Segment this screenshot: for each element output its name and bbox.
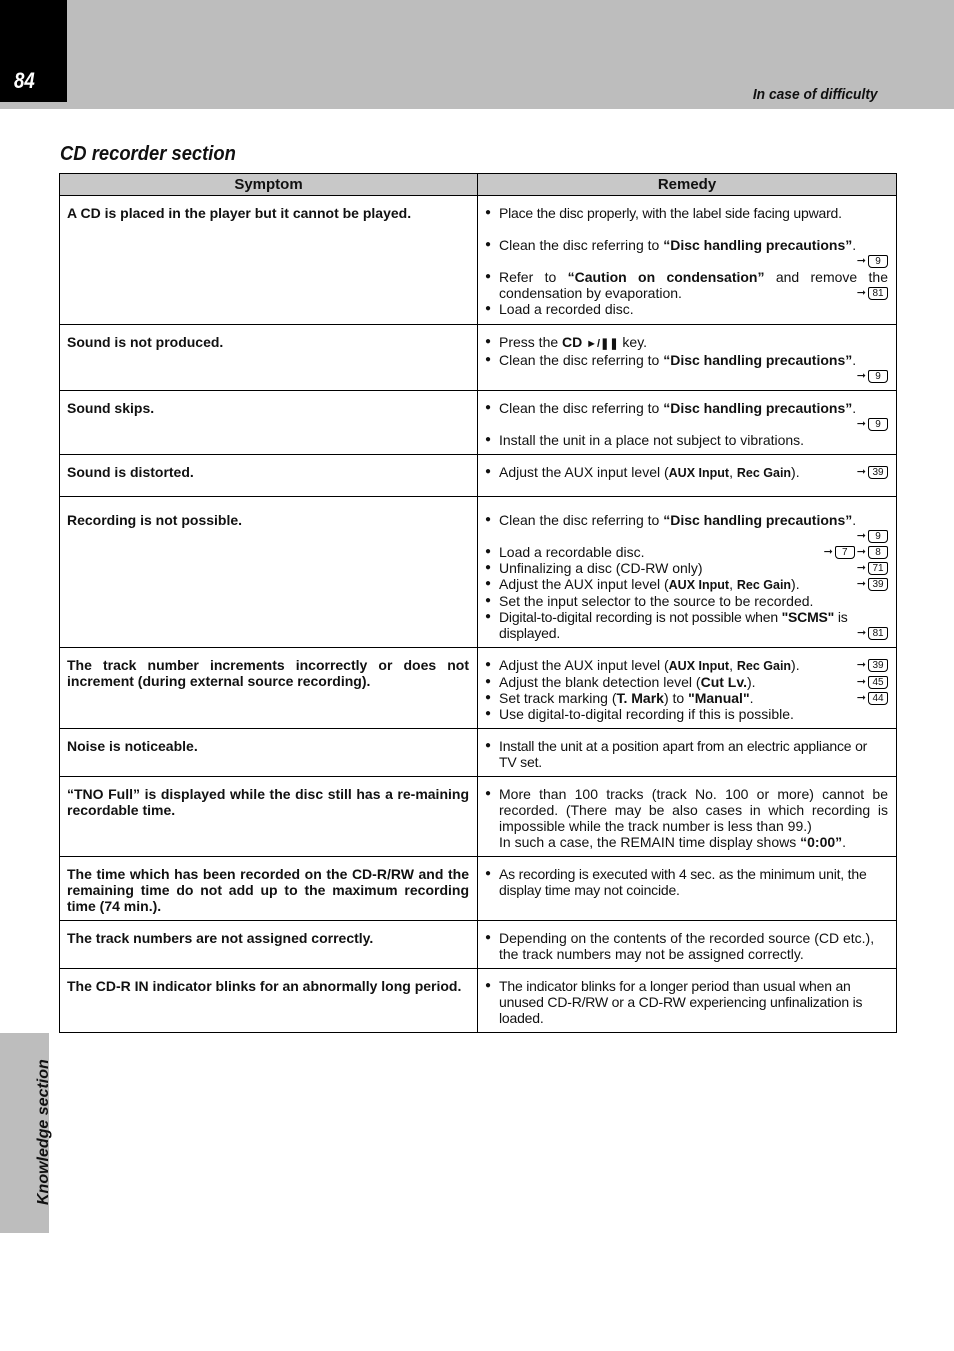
remedy-cell bbox=[478, 497, 897, 648]
remedy-cell bbox=[478, 777, 897, 857]
symptom-cell: The track number increments incorrectly or does not increment (during external source recording). bbox=[60, 648, 478, 729]
arrow-icon: ➞ bbox=[856, 546, 866, 558]
arrow-icon: ➞ bbox=[856, 418, 866, 430]
arrow-icon: ➞ bbox=[856, 370, 866, 382]
table-row bbox=[60, 455, 897, 497]
table-row bbox=[60, 196, 897, 325]
remedy-item: ● As recording is executed with 4 sec. as the minimum unit, the display time may not coincide. bbox=[485, 866, 888, 898]
remedy-item: ● Load a recorded disc. bbox=[485, 301, 888, 317]
symptom-cell: The CD-R IN indicator blinks for an abnormally long period. bbox=[60, 969, 478, 1033]
remedy-item: ● Adjust the AUX input level (AUX Input, Rec Gain). ➞ 39 bbox=[485, 464, 888, 481]
book-icon: 9 bbox=[868, 418, 888, 431]
side-tab-label: Knowledge section bbox=[35, 1059, 52, 1205]
remedy-item: ● More than 100 tracks (track No. 100 or more) cannot be recorded. (There may be also cases in which recording is impossible while the track number is less than 99.) In such a case, the REMAIN time display shows “0:00”. bbox=[485, 786, 888, 850]
book-icon: 39 bbox=[868, 659, 888, 672]
symptom-cell: Sound is not produced. bbox=[60, 325, 478, 391]
page-number: 84 bbox=[14, 68, 35, 93]
table-row bbox=[60, 777, 897, 857]
book-icon: 39 bbox=[868, 466, 888, 479]
remedy-item: ● Place the disc properly, with the label side facing upward. bbox=[485, 205, 888, 221]
symptom-cell: A CD is placed in the player but it cannot be played. bbox=[60, 196, 478, 325]
table-row bbox=[60, 857, 897, 921]
book-icon: 39 bbox=[868, 578, 888, 591]
table-row bbox=[60, 497, 897, 648]
arrow-icon: ➞ bbox=[856, 255, 866, 267]
remedy-item: ● Digital-to-digital recording is not possible when "SCMS" is displayed. ➞ 81 bbox=[485, 609, 888, 641]
arrow-icon: ➞ bbox=[823, 546, 833, 558]
table-row bbox=[60, 391, 897, 455]
symptom-cell: Sound skips. bbox=[60, 391, 478, 455]
arrow-icon: ➞ bbox=[856, 692, 866, 704]
column-header-remedy: Remedy bbox=[478, 174, 897, 196]
remedy-item: ● Install the unit at a position apart from an electric appliance or TV set. bbox=[485, 738, 888, 770]
remedy-cell bbox=[478, 325, 897, 391]
symptom-cell: The time which has been recorded on the CD-R/RW and the remaining time do not add up to the maximum recording time (74 min.). bbox=[60, 857, 478, 921]
symptom-cell: Sound is distorted. bbox=[60, 455, 478, 497]
table-header-row bbox=[60, 174, 897, 196]
table-row bbox=[60, 325, 897, 391]
remedy-cell bbox=[478, 729, 897, 777]
play-pause-icon: ►/❚❚ bbox=[586, 338, 619, 350]
arrow-icon: ➞ bbox=[856, 466, 866, 478]
book-icon: 71 bbox=[868, 562, 888, 575]
remedy-item: ● Adjust the blank detection level (Cut Lv.). ➞ 45 bbox=[485, 674, 888, 690]
book-icon: 45 bbox=[868, 676, 888, 689]
remedy-cell bbox=[478, 391, 897, 455]
book-icon: 7 bbox=[835, 546, 855, 559]
arrow-icon: ➞ bbox=[856, 578, 866, 590]
book-icon: 9 bbox=[868, 530, 888, 543]
symptom-cell: “TNO Full” is displayed while the disc still has a re-maining recordable time. bbox=[60, 777, 478, 857]
remedy-item: ● Depending on the contents of the recorded source (CD etc.), the track numbers may not be assigned correctly. bbox=[485, 930, 888, 962]
book-icon: 8 bbox=[868, 546, 888, 559]
book-icon: 9 bbox=[868, 255, 888, 268]
remedy-item: ● Unfinalizing a disc (CD-RW only) ➞ 71 bbox=[485, 560, 888, 576]
book-icon: 81 bbox=[868, 627, 888, 640]
arrow-icon: ➞ bbox=[856, 676, 866, 688]
arrow-icon: ➞ bbox=[856, 530, 866, 542]
book-icon: 44 bbox=[868, 692, 888, 705]
remedy-item: ● Clean the disc referring to “Disc handling precautions”. ➞ 9 bbox=[485, 237, 888, 269]
table-row bbox=[60, 648, 897, 729]
remedy-item: ● Set track marking (T. Mark) to "Manual". ➞ 44 bbox=[485, 690, 888, 706]
remedy-cell bbox=[478, 196, 897, 325]
remedy-item: ● Press the CD ►/❚❚ key. bbox=[485, 334, 888, 352]
troubleshooting-table bbox=[59, 173, 897, 1033]
running-head: In case of difficulty bbox=[753, 86, 878, 103]
remedy-item: ● Clean the disc referring to “Disc handling precautions”. ➞ 9 bbox=[485, 400, 888, 432]
remedy-cell bbox=[478, 921, 897, 969]
remedy-cell bbox=[478, 455, 897, 497]
table-row bbox=[60, 729, 897, 777]
remedy-item: ● Clean the disc referring to “Disc handling precautions”. ➞ 9 bbox=[485, 512, 888, 544]
remedy-item: ● The indicator blinks for a longer period than usual when an unused CD-R/RW or a CD-RW experiencing unfinalization is loaded. bbox=[485, 978, 888, 1026]
arrow-icon: ➞ bbox=[856, 659, 866, 671]
book-icon: 81 bbox=[868, 287, 888, 300]
arrow-icon: ➞ bbox=[856, 287, 866, 299]
book-icon: 9 bbox=[868, 370, 888, 383]
symptom-cell: The track numbers are not assigned correctly. bbox=[60, 921, 478, 969]
arrow-icon: ➞ bbox=[856, 627, 866, 639]
remedy-item: ● Set the input selector to the source to be recorded. bbox=[485, 593, 888, 609]
remedy-item: ● Refer to “Caution on condensation” and remove the condensation by evaporation. ➞ 81 bbox=[485, 269, 888, 301]
remedy-item: ● Clean the disc referring to “Disc handling precautions”. ➞ 9 bbox=[485, 352, 888, 384]
arrow-icon: ➞ bbox=[856, 562, 866, 574]
symptom-cell: Recording is not possible. bbox=[60, 497, 478, 648]
remedy-cell bbox=[478, 969, 897, 1033]
column-header-symptom: Symptom bbox=[60, 174, 478, 196]
symptom-cell: Noise is noticeable. bbox=[60, 729, 478, 777]
remedy-item: ● Adjust the AUX input level (AUX Input, Rec Gain). ➞ 39 bbox=[485, 576, 888, 593]
remedy-cell bbox=[478, 857, 897, 921]
table-row bbox=[60, 969, 897, 1033]
remedy-item: ● Use digital-to-digital recording if this is possible. bbox=[485, 706, 888, 722]
table-row bbox=[60, 921, 897, 969]
page-number-tab bbox=[0, 0, 67, 102]
remedy-item: ● Install the unit in a place not subject to vibrations. bbox=[485, 432, 888, 448]
remedy-item: ● Adjust the AUX input level (AUX Input, Rec Gain). ➞ 39 bbox=[485, 657, 888, 674]
section-title: CD recorder section bbox=[60, 143, 236, 165]
remedy-cell bbox=[478, 648, 897, 729]
remedy-item: ● Load a recordable disc. ➞ 7 ➞ 8 bbox=[485, 544, 888, 560]
